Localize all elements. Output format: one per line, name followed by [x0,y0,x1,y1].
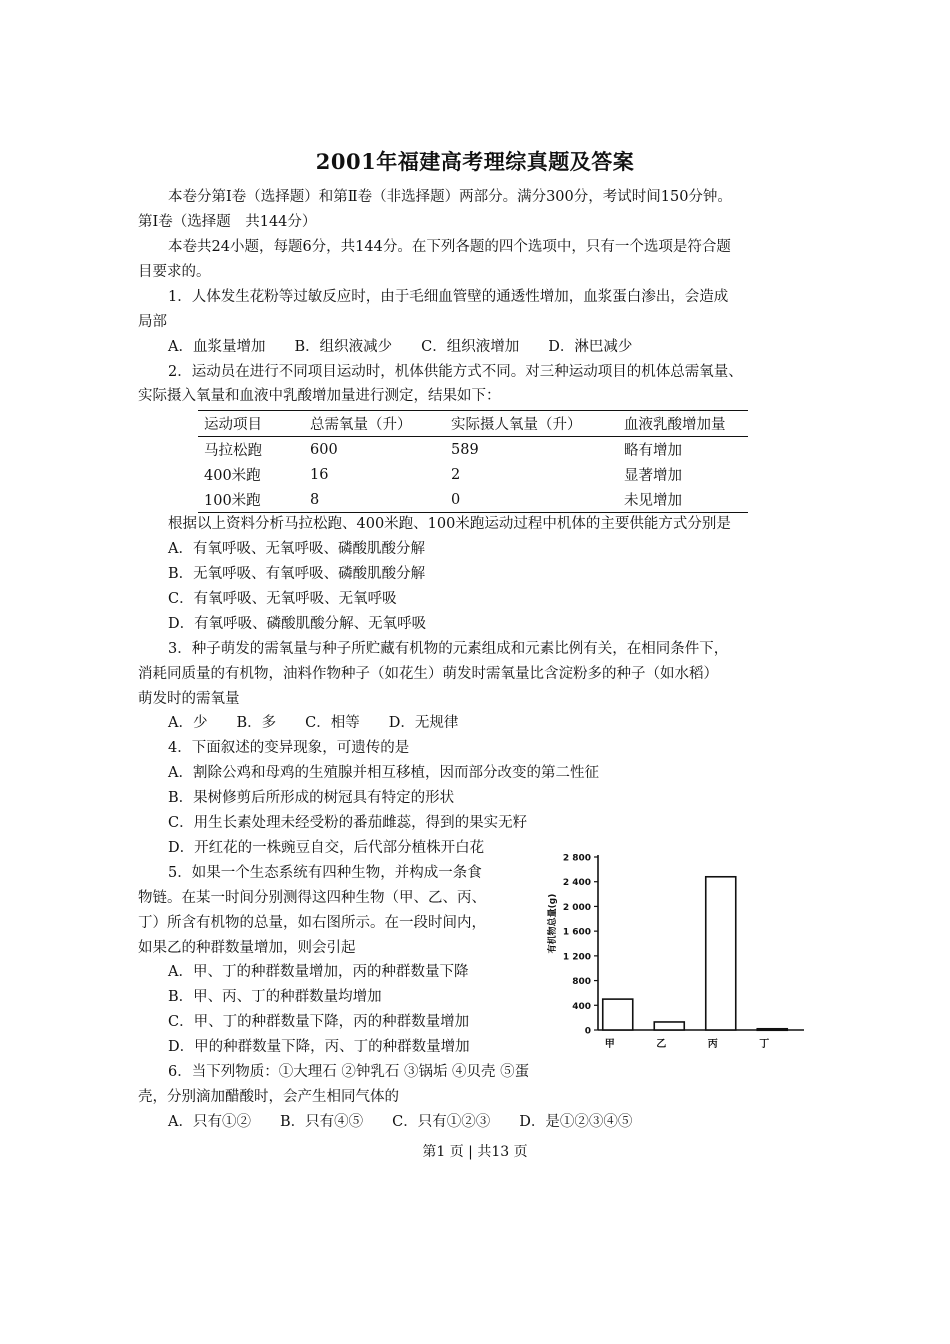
text-line: 本卷共24小题，每题6分，共144分。在下列各题的四个选项中，只有一个选项是符合题 [168,239,731,255]
y-tick-label: 2 800 [562,853,591,864]
bar [706,877,736,1030]
text-line: 本卷分第Ⅰ卷（选择题）和第Ⅱ卷（非选择题）两部分。满分300分，考试时间150分钟。 [168,189,732,205]
table-cell: 未见增加 [624,493,682,509]
table-cell: 略有增加 [624,443,682,459]
question-6-text-cont: 壳，分别滴加醋酸时，会产生相同气体的 [138,1089,399,1105]
page-title: 2001年福建高考理综真题及答案 [315,149,635,174]
question-5-option-a: A．甲、丁的种群数量增加，丙的种群数量下降 [168,964,469,980]
table-cell: 8 [310,491,320,508]
y-tick-label: 400 [572,1001,591,1012]
text-line: 第Ⅰ卷（选择题 共144分） [138,214,317,230]
question-5-option-b: B．甲、丙、丁的种群数量均增加 [168,989,382,1005]
table-cell: 显著增加 [624,468,682,484]
table-cell: 100米跑 [204,493,261,509]
organic-matter-bar-chart [542,848,810,1053]
table-header: 血液乳酸增加量 [624,417,726,433]
table-header: 运动项目 [204,417,262,433]
question-4-option-d: D．开红花的一株豌豆自交，后代部分植株开白花 [168,840,485,856]
text-line: 目要求的。 [138,264,211,280]
table-row [198,437,748,463]
question-3-options: A．少 B．多 C．相等 D．无规律 [168,715,459,731]
table-row [198,462,748,487]
y-tick-label: 1 600 [562,927,591,938]
question-4-option-c: C．用生长素处理未经受粉的番茄雌蕊，得到的果实无籽 [168,815,528,831]
question-1-options: A．血浆量增加 B．组织液减少 C．组织液增加 D．淋巴减少 [168,339,633,355]
table-cell: 600 [310,441,338,458]
table-header: 总需氧量（升） [310,417,412,433]
question-2-option-d: D．有氧呼吸、磷酸肌酸分解、无氧呼吸 [168,616,427,632]
x-tick-label: 乙 [656,1039,667,1050]
question-2-option-b: B．无氧呼吸、有氧呼吸、磷酸肌酸分解 [168,566,426,582]
question-5-text-cont: 如果乙的种群数量增加，则会引起 [138,940,356,956]
question-1-text-cont: 局部 [138,314,167,330]
y-tick-label: 2 000 [562,902,591,913]
x-tick-label: 丁 [759,1039,770,1050]
table-cell: 0 [451,491,461,508]
question-5-text-cont: 丁）所含有机物的总量，如右图所示。在一段时间内， [138,915,486,931]
question-3-text-cont: 消耗同质量的有机物，油料作物种子（如花生）萌发时需氧量比含淀粉多的种子（如水稻） [138,666,718,682]
question-4-option-b: B．果树修剪后所形成的树冠具有特定的形状 [168,790,455,806]
question-2-option-a: A．有氧呼吸、无氧呼吸、磷酸肌酸分解 [168,541,425,557]
question-6-options: A．只有①② B．只有④⑤ C．只有①②③ D．是①②③④⑤ [168,1114,633,1130]
question-2-text: 2．运动员在进行不同项目运动时，机体供能方式不同。对三种运动项目的机体总需氧量、 [168,364,743,380]
bar [654,1022,684,1030]
y-tick-label: 800 [572,977,591,988]
question-6-text: 6．当下列物质：①大理石 ②钟乳石 ③锅垢 ④贝壳 ⑤蛋 [168,1064,530,1080]
y-tick-label: 2 400 [562,878,591,889]
question-5-text: 5．如果一个生态系统有四种生物，并构成一条食 [168,865,482,881]
question-2-text-cont: 实际摄入氧量和血液中乳酸增加量进行测定，结果如下： [138,388,501,404]
question-1-text: 1．人体发生花粉等过敏反应时，由于毛细血管壁的通透性增加，血浆蛋白渗出，会造成 [168,289,729,305]
bar [757,1029,787,1031]
question-4-text: 4．下面叙述的变异现象，可遗传的是 [168,740,410,756]
table-cell: 16 [310,466,329,483]
x-tick-label: 甲 [604,1039,615,1050]
table-row [198,487,748,513]
question-5-option-c: C．甲、丁的种群数量下降，丙的种群数量增加 [168,1014,470,1030]
table-cell: 400米跑 [204,468,261,484]
question-5-option-d: D．甲的种群数量下降，丙、丁的种群数量增加 [168,1039,470,1055]
table-header: 实际摄人氧量（升） [451,417,582,433]
y-axis-label: 有机物总量(g) [548,893,558,954]
question-3-text-cont: 萌发时的需氧量 [138,691,240,707]
question-2-prompt: 根据以上资料分析马拉松跑、400米跑、100米跑运动过程中机体的主要供能方式分别是 [168,516,731,532]
question-2-option-c: C．有氧呼吸、无氧呼吸、无氧呼吸 [168,591,397,607]
y-tick-label: 1 200 [562,952,591,963]
table-cell: 589 [451,441,479,458]
question-4-option-a: A．割除公鸡和母鸡的生殖腺并相互移植，因而部分改变的第二性征 [168,765,599,781]
x-tick-label: 丙 [707,1039,718,1050]
table-cell: 2 [451,466,461,483]
page-footer: 第1 页 | 共13 页 [422,1144,528,1160]
bar [603,999,633,1030]
question-3-text: 3．种子萌发的需氧量与种子所贮藏有机物的元素组成和元素比例有关，在相同条件下， [168,641,729,657]
table-cell: 马拉松跑 [204,443,262,459]
question-5-text-cont: 物链。在某一时间分别测得这四种生物（甲、乙、丙、 [138,890,486,906]
table-header-row [198,411,748,437]
oxygen-table [198,410,748,513]
y-tick-label: 0 [584,1026,591,1037]
